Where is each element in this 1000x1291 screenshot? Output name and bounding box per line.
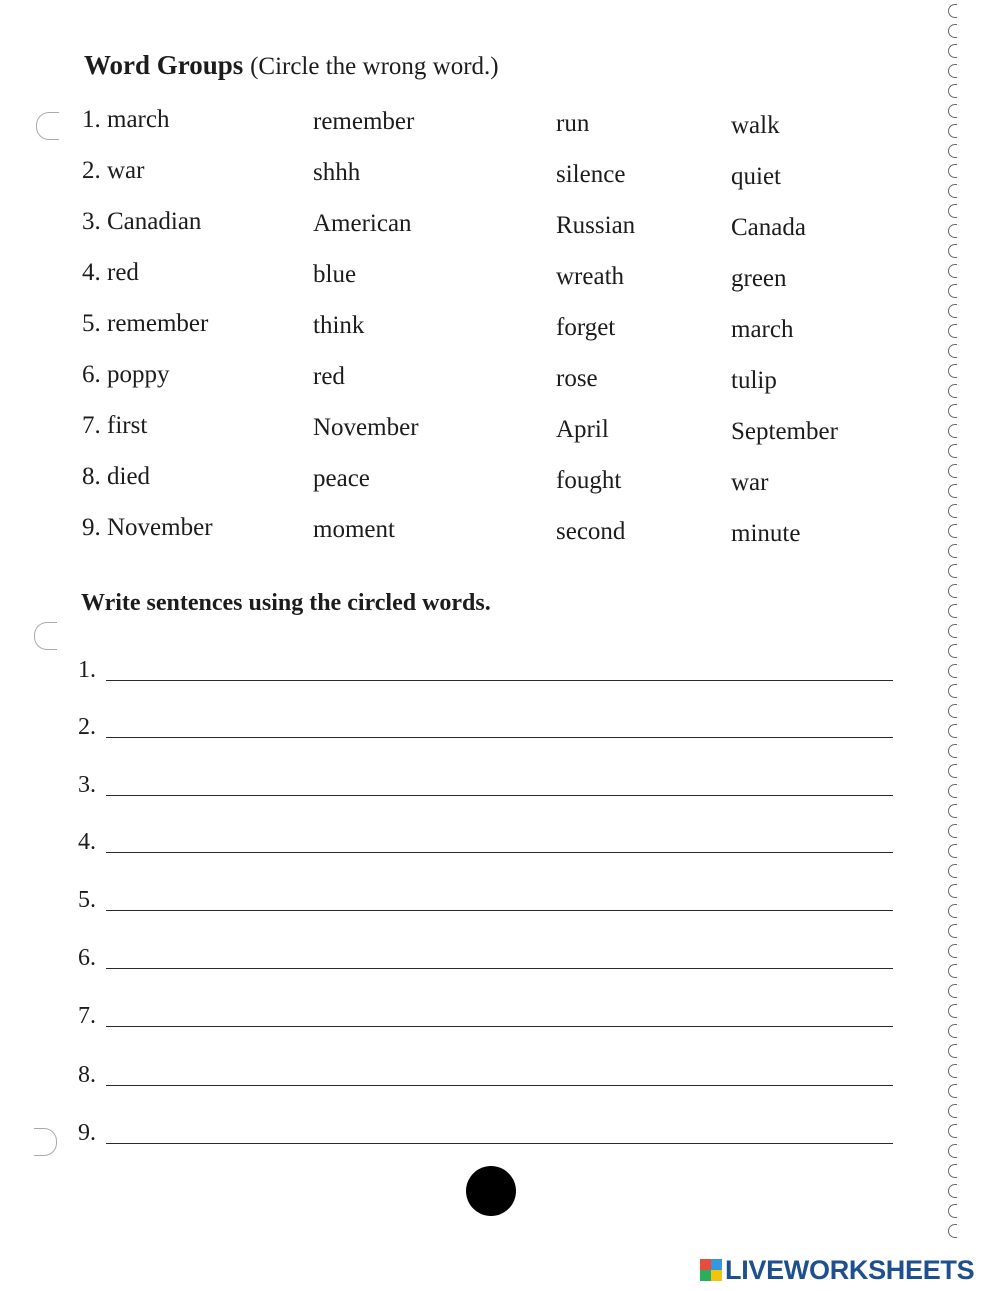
spiral-coil: [948, 1184, 957, 1198]
sentence-row: [78, 712, 893, 748]
sentence-row: [78, 943, 893, 979]
sentence-number: 4.: [78, 829, 96, 855]
spiral-coil: [948, 384, 957, 398]
word-group-numbered-word: 2. war: [82, 157, 145, 184]
word-option[interactable]: blue: [313, 261, 357, 288]
word-option[interactable]: tulip: [731, 367, 777, 394]
sentence-row: [78, 827, 893, 863]
spiral-coil: [948, 984, 957, 998]
spiral-coil: [948, 224, 957, 238]
spiral-coil: [948, 664, 957, 678]
spiral-coil: [948, 644, 957, 658]
spiral-coil: [948, 1124, 957, 1138]
spiral-coil: [948, 424, 957, 438]
word-option[interactable]: silence: [556, 161, 626, 188]
spiral-coil: [948, 44, 957, 58]
sentence-number: 1.: [78, 657, 96, 683]
word-group-numbered-word: 7. first: [82, 412, 148, 439]
sentence-number: 7.: [78, 1003, 96, 1029]
word-option[interactable]: forget: [556, 314, 616, 341]
word-group-row: [0, 106, 940, 146]
spiral-coil: [948, 244, 957, 258]
word-group-numbered-word: 3. Canadian: [82, 208, 202, 235]
sentences-heading: Write sentences using the circled words.: [81, 590, 491, 616]
word-group-numbered-word: 8. died: [82, 463, 151, 490]
sentence-row: [78, 770, 893, 806]
word-option[interactable]: American: [313, 210, 412, 237]
word-group-row: [0, 463, 940, 503]
word-group-row: [0, 259, 940, 299]
spiral-coil: [948, 744, 957, 758]
spiral-coil: [948, 944, 957, 958]
liveworksheets-logo: [700, 1254, 974, 1286]
spiral-coil: [948, 1024, 957, 1038]
sentence-input-line[interactable]: [106, 910, 893, 911]
word-option[interactable]: moment: [313, 516, 395, 543]
sentence-number: 9.: [78, 1120, 96, 1146]
spiral-coil: [948, 364, 957, 378]
word-option[interactable]: minute: [731, 520, 801, 547]
spiral-coil: [948, 544, 957, 558]
spiral-coil: [948, 1084, 957, 1098]
word-groups-instruction: (Circle the wrong word.): [250, 53, 499, 80]
spiral-coil: [948, 324, 957, 338]
sentence-input-line[interactable]: [106, 1026, 893, 1027]
spiral-coil: [948, 524, 957, 538]
spiral-coil: [948, 1064, 957, 1078]
word-group-row: [0, 361, 940, 401]
spiral-coil: [948, 904, 957, 918]
spiral-coil: [948, 624, 957, 638]
sentence-input-line[interactable]: [106, 852, 893, 853]
spiral-coil: [948, 144, 957, 158]
sentence-row: [78, 655, 893, 691]
word-group-numbered-word: 5. remember: [82, 310, 209, 337]
punch-hole-top: [36, 112, 59, 140]
word-option[interactable]: September: [731, 418, 838, 445]
spiral-coil: [948, 1224, 957, 1238]
spiral-coil: [948, 884, 957, 898]
spiral-coil: [948, 724, 957, 738]
spiral-coil: [948, 964, 957, 978]
word-group-row: [0, 514, 940, 554]
word-groups-heading: [84, 50, 499, 81]
sentence-row: [78, 1001, 893, 1037]
spiral-coil: [948, 4, 957, 18]
spiral-coil: [948, 24, 957, 38]
spiral-coil: [948, 804, 957, 818]
word-group-row: [0, 157, 940, 197]
spiral-coil: [948, 1044, 957, 1058]
spiral-coil: [948, 164, 957, 178]
spiral-coil: [948, 784, 957, 798]
sentence-input-line[interactable]: [106, 968, 893, 969]
word-option[interactable]: shhh: [313, 159, 361, 186]
spiral-coil: [948, 124, 957, 138]
spiral-coil: [948, 464, 957, 478]
sentence-input-line[interactable]: [106, 795, 893, 796]
spiral-coil: [948, 564, 957, 578]
punch-hole-bottom: [34, 1128, 57, 1156]
spiral-coil: [948, 444, 957, 458]
spiral-coil: [948, 1004, 957, 1018]
spiral-coil: [948, 1144, 957, 1158]
word-group-numbered-word: 4. red: [82, 259, 139, 286]
word-option[interactable]: Russian: [556, 212, 636, 239]
spiral-coil: [948, 84, 957, 98]
word-group-row: [0, 412, 940, 452]
spiral-coil: [948, 204, 957, 218]
spiral-coil: [948, 924, 957, 938]
word-option[interactable]: April: [556, 416, 609, 443]
sentence-row: [78, 1118, 893, 1154]
spiral-coil: [948, 1164, 957, 1178]
word-option[interactable]: march: [731, 316, 794, 343]
punch-hole-middle: [34, 622, 57, 650]
sentence-number: 2.: [78, 714, 96, 740]
sentence-input-line[interactable]: [106, 1143, 893, 1144]
word-option[interactable]: November: [313, 414, 419, 441]
word-group-numbered-word: 9. November: [82, 514, 213, 541]
spiral-coil: [948, 484, 957, 498]
word-option[interactable]: walk: [731, 112, 780, 139]
sentence-input-line[interactable]: [106, 1085, 893, 1086]
word-group-row: [0, 208, 940, 248]
sentence-input-line[interactable]: [106, 680, 893, 681]
submit-dot[interactable]: [466, 1166, 516, 1216]
word-option[interactable]: wreath: [556, 263, 625, 290]
spiral-coil: [948, 844, 957, 858]
logo-text: LIVEWORKSHEETS: [725, 1254, 975, 1285]
word-group-row: [0, 310, 940, 350]
word-group-numbered-word: 1. march: [82, 106, 170, 133]
word-option[interactable]: rose: [556, 365, 598, 392]
word-option[interactable]: remember: [313, 108, 415, 135]
spiral-coil: [948, 684, 957, 698]
spiral-coil: [948, 344, 957, 358]
sentence-row: [78, 1060, 893, 1096]
word-option[interactable]: war: [731, 469, 769, 496]
spiral-coil: [948, 584, 957, 598]
logo-icon: [700, 1259, 722, 1281]
sentence-number: 8.: [78, 1062, 96, 1088]
word-option[interactable]: second: [556, 518, 626, 545]
spiral-coil: [948, 404, 957, 418]
sentence-input-line[interactable]: [106, 737, 893, 738]
sentence-number: 6.: [78, 945, 96, 971]
sentence-number: 3.: [78, 772, 96, 798]
spiral-coil: [948, 284, 957, 298]
spiral-coil: [948, 304, 957, 318]
word-option[interactable]: quiet: [731, 163, 781, 190]
word-option[interactable]: run: [556, 110, 590, 137]
word-option[interactable]: red: [313, 363, 345, 390]
word-group-numbered-word: 6. poppy: [82, 361, 170, 388]
spiral-coil: [948, 704, 957, 718]
word-option[interactable]: Canada: [731, 214, 806, 241]
spiral-coil: [948, 64, 957, 78]
sentence-number: 5.: [78, 887, 96, 913]
word-option[interactable]: peace: [313, 465, 370, 492]
spiral-coil: [948, 504, 957, 518]
spiral-coil: [948, 264, 957, 278]
word-option[interactable]: green: [731, 265, 787, 292]
word-groups-title: Word Groups: [84, 50, 244, 80]
spiral-coil: [948, 764, 957, 778]
spiral-coil: [948, 604, 957, 618]
spiral-coil: [948, 1204, 957, 1218]
spiral-binding: [938, 4, 966, 1254]
spiral-coil: [948, 824, 957, 838]
spiral-coil: [948, 104, 957, 118]
spiral-coil: [948, 864, 957, 878]
spiral-coil: [948, 184, 957, 198]
spiral-coil: [948, 1104, 957, 1118]
word-option[interactable]: fought: [556, 467, 622, 494]
sentence-row: [78, 885, 893, 921]
word-option[interactable]: think: [313, 312, 365, 339]
